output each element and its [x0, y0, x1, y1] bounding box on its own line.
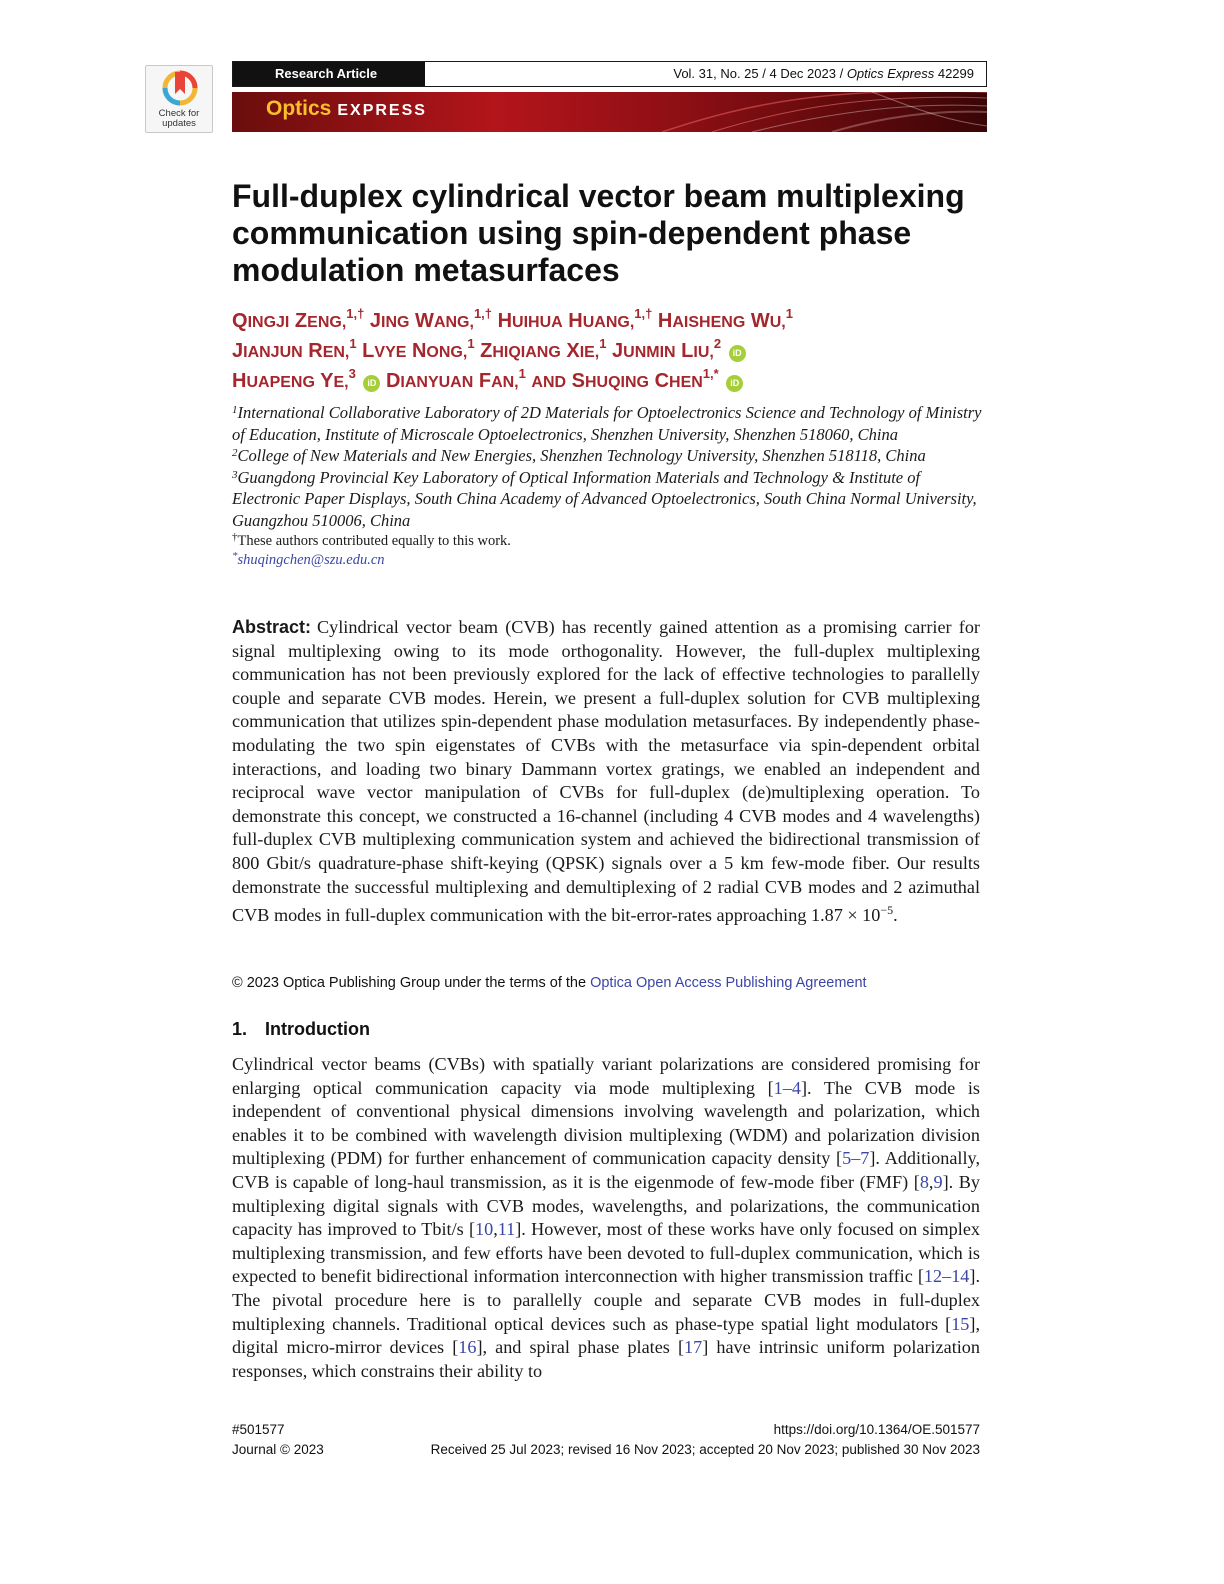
affiliation-3: $^3$Guangdong Provincial Key Laboratory of Optical Information Materials and Technology & Institute of Electronic Paper Displays, South China Academy of Advanced Optoelectronics, South China Normal University, Guangzhou 510006, China — [232, 467, 977, 530]
introduction-text: Cylindrical vector beams (CVBs) with spatially variant polarizations are considered promising for enlarging optical communication capacity via mode multiplexing [1–4]. The CVB mode is independent of conventional physical dimensions involving wavelength and polarization, which enables it to be combined with wavelength division multiplexing (WDM) and polarization division multiplexing (PDM) for further enhancement of communication capacity density [5–7]. Additionally, CVB is capable of long-haul transmission, as it is the eigenmode of few-mode fiber (FMF) [8,9]. By multiplexing digital signals with CVB modes, wavelengths, and polarizations, the communication capacity has improved to Tbit/s [10,11]. However, most of these works have only focused on simplex multiplexing transmission, and few efforts have been devoted to full-duplex communication, which is expected to benefit bidirectional information interconnection with higher transmission traffic [12–14]. The pivotal procedure here is to parallelly couple and separate CVB modes in full-duplex multiplexing channels. Traditional optical devices such as phase-type spatial light modulators [15], digital micro-mirror devices [16], and spiral phase plates [17] have intrinsic uniform polarization responses, which constrains their ability to — [232, 1054, 981, 1381]
citation-link[interactable]: 1–4 — [773, 1077, 801, 1098]
author-name: HUIHUA HUANG,$^{1,\dagger}$ — [497, 306, 653, 332]
optics-express-logo: Optics EXPRESS — [266, 97, 427, 120]
article-type-label: Research Article — [233, 62, 425, 86]
author-name: JIANJUN REN,$^1$ — [232, 336, 357, 362]
affiliation-2: $^2$College of New Materials and New Energies, Shenzhen Technology University, Shenzhen 518118, China — [232, 446, 926, 466]
article-id: #501577 — [232, 1422, 285, 1437]
copyright-line: © 2023 Optica Publishing Group under the terms of the Optica Open Access Publishing Agreement — [232, 975, 867, 991]
footer-right — [431, 1420, 980, 1460]
crossmark-icon — [162, 70, 198, 108]
doi-link[interactable]: https://doi.org/10.1364/OE.501577 — [773, 1422, 980, 1437]
affiliations — [232, 402, 992, 570]
author-name: DIANYUAN FAN,$^1$ — [385, 366, 526, 392]
author-name: ZHIQIANG XIE,$^1$ — [480, 336, 607, 362]
corresponding-email[interactable]: *shuqingchen@szu.edu.cn — [232, 549, 385, 568]
author-name: HUAPENG YE,$^3$ iD — [232, 370, 380, 392]
check-for-updates-label: Check for updates — [158, 108, 200, 129]
journal-copyright: Journal © 2023 — [232, 1442, 324, 1457]
citation-link[interactable]: 12–14 — [923, 1266, 970, 1287]
orcid-icon[interactable]: iD — [729, 345, 746, 362]
author-name: JUNMIN LIU,$^2$ iD — [612, 340, 746, 362]
citation-link[interactable]: 17 — [684, 1337, 703, 1358]
author-name: AND SHUQING $CHEN^{1,*}$ iD — [531, 370, 743, 392]
abstract-text: Cylindrical vector beam (CVB) has recently gained attention as a promising carrier for signal multiplexing owing to its mode orthogonality. However, the full-duplex multiplexing communication has not been previously explored for the lack of effective technologies to parallelly couple and separate CVB modes. Herein, we present a full-duplex solution for CVB multiplexing communication that utilizes spin-dependent phase modulation metasurfaces. By independently phase-modulating the two spin eigenstates of CVBs with the metasurface via spin-dependent orbital interactions, and loading two binary Dammann vortex gratings, we enabled an independent and reciprocal wave vector manipulation of CVBs for full-duplex (de)multiplexing operation. To demonstrate this concept, we constructed a 16-channel (including 4 CVB modes and 4 wavelengths) full-duplex CVB multiplexing communication system and achieved the bidirectional transmission of 800 Gbit/s quadrature-phase shift-keying (QPSK) signals over a 5 km few-mode fiber. Our results demonstrate the successful multiplexing and demultiplexing of 2 radial CVB modes and 2 azimuthal CVB modes in full-duplex communication with the bit-error-rates approaching — [232, 617, 980, 926]
affiliation-1: $^1$International Collaborative Laboratory of 2D Materials for Optoelectronics Science and Technology of Ministry of Education, Institute of Microscale Optoelectronics, Shenzhen University, Shenzhen 518060, China — [232, 403, 982, 444]
citation-link[interactable]: 10 — [475, 1219, 494, 1240]
section-heading-introduction: 1. Introduction — [232, 1019, 370, 1039]
orcid-icon[interactable]: iD — [726, 375, 743, 392]
check-for-updates-badge[interactable] — [145, 65, 213, 133]
author-name: HAISHENG WU,$^1$ — [657, 306, 793, 332]
citation-link[interactable]: 16 — [458, 1337, 477, 1358]
orcid-icon[interactable]: iD — [363, 375, 380, 392]
citation-link[interactable]: 11 — [497, 1219, 516, 1240]
ber-exponent: −5 — [880, 903, 894, 918]
author-name: LVYE NONG,$^1$ — [362, 336, 475, 362]
abstract: Abstract: Cylindrical vector beam (CVB) has recently gained attention as a promising carrier for signal multiplexing owing to its mode orthogonality. However, the full-duplex multiplexing communication has not been previously explored for the lack of effective technologies to parallelly couple and separate CVB modes. Herein, we present a full-duplex solution for CVB multiplexing communication that utilizes spin-dependent phase modulation metasurfaces. By independently phase-modulating the two spin eigenstates of CVBs with the metasurface via spin-dependent orbital interactions, and loading two binary Dammann vortex gratings, we enabled an independent and reciprocal wave vector manipulation of CVBs for full-duplex (de)multiplexing operation. To demonstrate this concept, we constructed a 16-channel (including 4 CVB modes and 4 wavelengths) full-duplex CVB multiplexing communication system and achieved the bidirectional transmission of 800 Gbit/s quadrature-phase shift-keying (QPSK) signals over a 5 km few-mode fiber. Our results demonstrate the successful multiplexing and demultiplexing of 2 radial CVB modes and 2 azimuthal CVB modes in full-duplex communication with the bit-error-rates approaching $1.87 \times 10^{-5}$. — [232, 617, 980, 926]
footer-left — [232, 1420, 324, 1460]
ber-value: 1.87 × 10 — [810, 905, 881, 926]
journal-banner — [232, 92, 987, 132]
citation-link[interactable]: 8 — [919, 1171, 929, 1192]
journal-header — [232, 61, 987, 87]
citation-line: Vol. 31, No. 25 / 4 Dec 2023 / Optics Express 42299 — [673, 66, 974, 81]
publication-dates: Received 25 Jul 2023; revised 16 Nov 2023; accepted 20 Nov 2023; published 30 Nov 2023 — [430, 1442, 980, 1457]
author-name: JING WANG,$^{1,\dagger}$ — [369, 306, 493, 332]
citation-link[interactable]: 5–7 — [842, 1148, 870, 1169]
author-list — [232, 307, 992, 397]
author-name: QINGJI ZENG,$^{1,\dagger}$ — [232, 306, 365, 332]
equal-contribution-note: †These authors contributed equally to this work. — [232, 530, 511, 549]
abstract-label: Abstract: — [232, 617, 312, 637]
open-access-agreement-link[interactable]: Optica Open Access Publishing Agreement — [590, 975, 867, 991]
paper-title: Full-duplex cylindrical vector beam multiplexing communication using spin-dependent phase modulation metasurfaces — [232, 178, 965, 288]
citation-link[interactable]: 9 — [933, 1171, 943, 1192]
citation-link[interactable]: 15 — [951, 1313, 970, 1334]
